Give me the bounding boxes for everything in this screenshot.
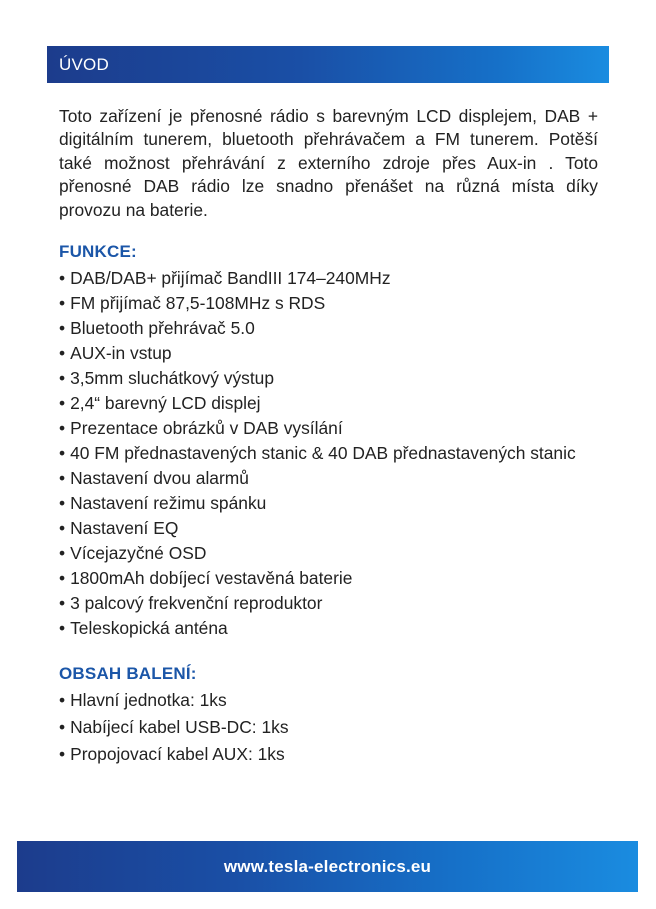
feature-item: • Nastavení EQ (59, 516, 576, 541)
section-header-uvod (47, 46, 609, 83)
feature-item: • Vícejazyčné OSD (59, 541, 576, 566)
feature-item: • Nastavení dvou alarmů (59, 466, 576, 491)
feature-item: • DAB/DAB+ přijímač BandIII 174–240MHz (59, 266, 576, 291)
feature-item: • 40 FM přednastavených stanic & 40 DAB přednastavených stanic (59, 441, 576, 466)
feature-item: • Teleskopická anténa (59, 616, 576, 641)
package-item: • Nabíjecí kabel USB-DC: 1ks (59, 714, 289, 741)
feature-item: • AUX-in vstup (59, 341, 576, 366)
package-heading: OBSAH BALENÍ: (59, 664, 197, 683)
feature-item: • 3,5mm sluchátkový výstup (59, 366, 576, 391)
package-item: • Hlavní jednotka: 1ks (59, 687, 289, 714)
feature-item: • Bluetooth přehrávač 5.0 (59, 316, 576, 341)
website-link[interactable]: www.tesla-electronics.eu (223, 856, 432, 876)
features-list (59, 266, 576, 641)
section-title: ÚVOD (59, 54, 109, 74)
feature-item: • 1800mAh dobíjecí vestavěná baterie (59, 566, 576, 591)
feature-item: • Nastavení režimu spánku (59, 491, 576, 516)
feature-item: • 3 palcový frekvenční reproduktor (59, 591, 576, 616)
features-heading: FUNKCE: (59, 242, 137, 261)
feature-item: • FM přijímač 87,5-108MHz s RDS (59, 291, 576, 316)
footer-bar (17, 841, 638, 892)
feature-item: • Prezentace obrázků v DAB vysílání (59, 416, 576, 441)
feature-item: • 2,4“ barevný LCD displej (59, 391, 576, 416)
intro-paragraph: Toto zařízení je přenosné rádio s barevným LCD displejem, DAB + digitálním tunerem, bluetooth přehrávačem a FM tunerem. Potěší také možnost přehrávání z externího zdroje přes Aux-in . Toto přenosné DAB rádio lze snadno přenášet na různá místa díky provozu na baterie. (59, 106, 598, 220)
package-list (59, 687, 289, 768)
package-item: • Propojovací kabel AUX: 1ks (59, 741, 289, 768)
